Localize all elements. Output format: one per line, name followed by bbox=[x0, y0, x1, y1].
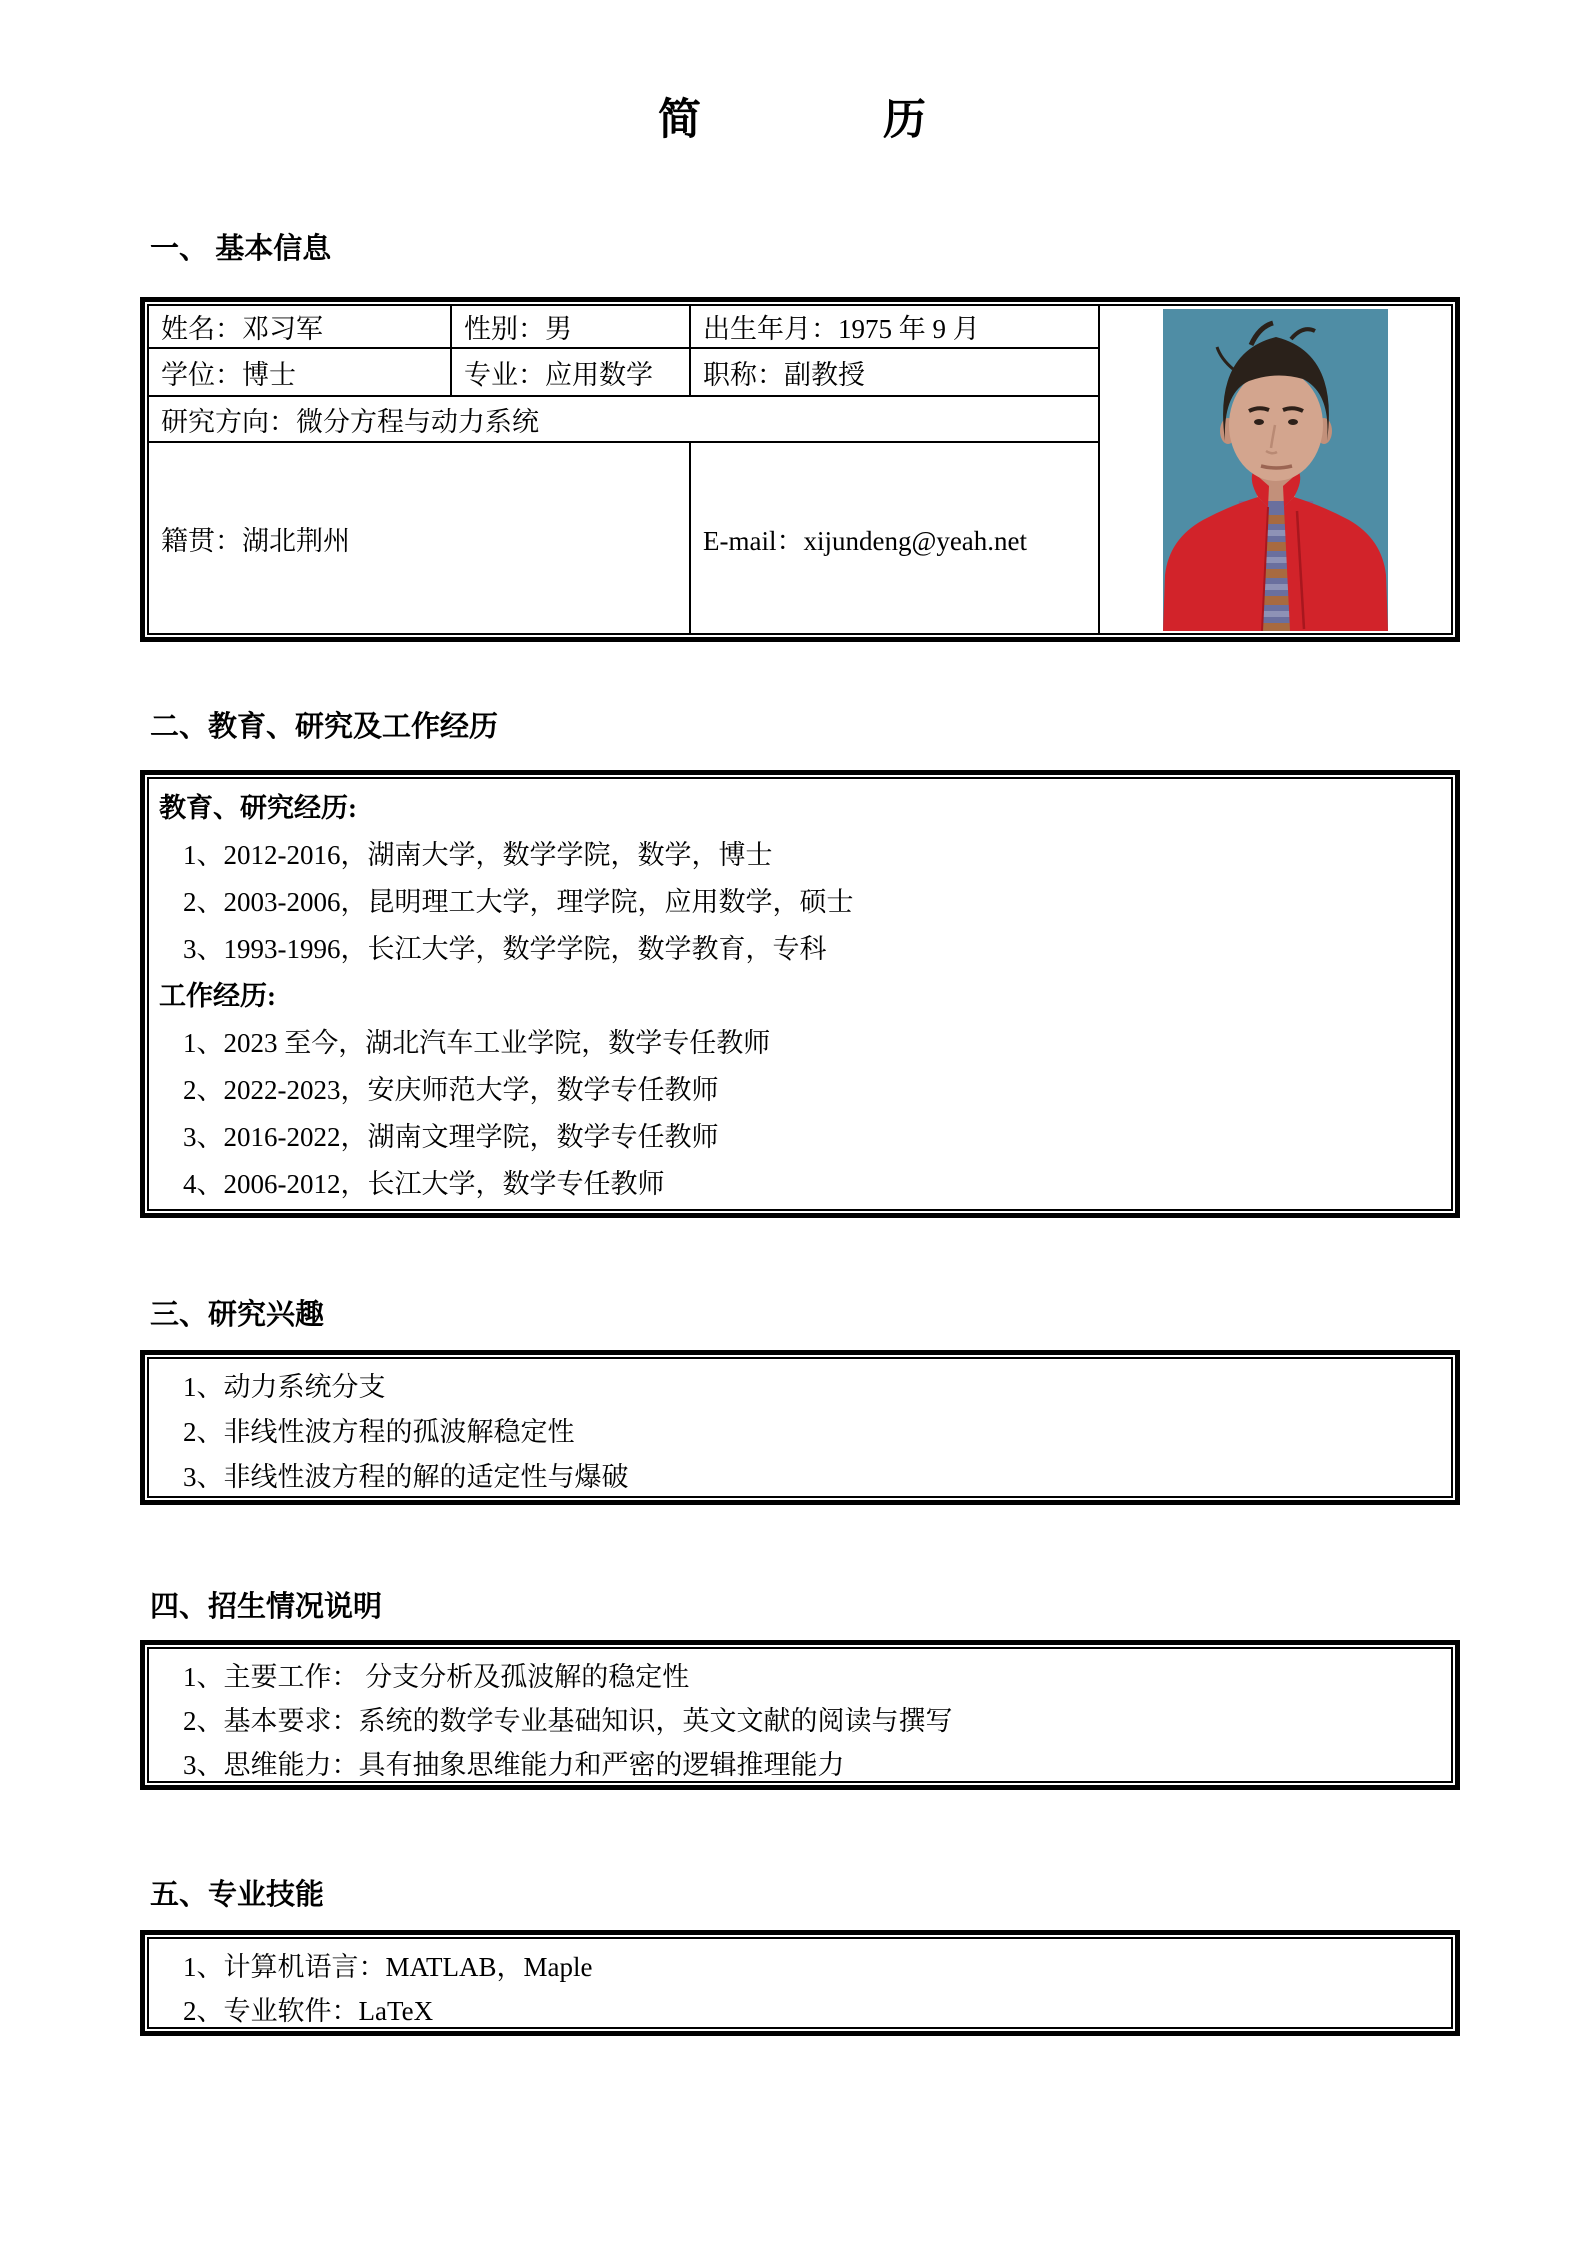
basic-info-table bbox=[140, 297, 1460, 642]
work-item: 1、2023 至今，湖北汽车工业学院，数学专任教师 bbox=[183, 1028, 771, 1058]
education-item: 1、2012-2016，湖南大学，数学学院，数学，博士 bbox=[183, 840, 773, 870]
cell-gender: 性别：男 bbox=[452, 306, 691, 349]
work-label: 工作经历: bbox=[159, 981, 276, 1011]
cell-birth-date: 出生年月：1975 年 9 月 bbox=[691, 306, 1100, 349]
photo-cell bbox=[1100, 306, 1451, 633]
cell-name: 姓名：邓习军 bbox=[149, 306, 452, 349]
cell-research-direction: 研究方向：微分方程与动力系统 bbox=[149, 397, 1100, 443]
education-item: 3、1993-1996，长江大学，数学学院，数学教育，专科 bbox=[183, 934, 827, 964]
admission-item: 2、基本要求：系统的数学专业基础知识，英文文献的阅读与撰写 bbox=[183, 1705, 953, 1736]
cell-degree: 学位：博士 bbox=[149, 349, 452, 397]
portrait-photo bbox=[1163, 309, 1388, 631]
eye-right bbox=[1288, 419, 1298, 425]
admission-box bbox=[140, 1640, 1460, 1790]
cell-job-title: 职称：副教授 bbox=[691, 349, 1100, 397]
experience-box bbox=[140, 770, 1460, 1218]
education-label: 教育、研究经历: bbox=[159, 793, 357, 823]
interest-item: 2、非线性波方程的孤波解稳定性 bbox=[183, 1417, 575, 1447]
cell-major: 专业：应用数学 bbox=[452, 349, 691, 397]
skill-item: 2、专业软件：LaTeX bbox=[183, 1995, 434, 2026]
face bbox=[1229, 369, 1323, 481]
interests-box bbox=[140, 1350, 1460, 1505]
work-item: 2、2022-2023，安庆师范大学，数学专任教师 bbox=[183, 1075, 719, 1105]
eye-left bbox=[1254, 419, 1264, 425]
skill-item: 1、计算机语言：MATLAB，Maple bbox=[183, 1951, 593, 1982]
skills-box bbox=[140, 1930, 1460, 2036]
section-heading-basic-info: 一、 基本信息 bbox=[150, 233, 332, 265]
work-item: 4、2006-2012，长江大学，数学专任教师 bbox=[183, 1169, 665, 1199]
section-heading-admission: 四、招生情况说明 bbox=[150, 1591, 383, 1623]
admission-item: 1、主要工作： 分支分析及孤波解的稳定性 bbox=[183, 1661, 690, 1692]
work-item: 3、2016-2022，湖南文理学院，数学专任教师 bbox=[183, 1122, 719, 1152]
interest-item: 1、动力系统分支 bbox=[183, 1372, 386, 1402]
section-heading-interests: 三、研究兴趣 bbox=[150, 1299, 325, 1331]
mouth bbox=[1261, 466, 1292, 468]
cell-email: E-mail：xijundeng@yeah.net bbox=[691, 443, 1100, 633]
cell-native-place: 籍贯：湖北荆州 bbox=[149, 443, 691, 633]
admission-item: 3、思维能力：具有抽象思维能力和严密的逻辑推理能力 bbox=[183, 1749, 845, 1780]
section-heading-experience: 二、教育、研究及工作经历 bbox=[150, 711, 499, 743]
interest-item: 3、非线性波方程的解的适定性与爆破 bbox=[183, 1462, 629, 1492]
education-item: 2、2003-2006，昆明理工大学，理学院，应用数学，硕士 bbox=[183, 887, 854, 917]
section-heading-skills: 五、专业技能 bbox=[150, 1879, 325, 1911]
document-title: 简 历 bbox=[658, 97, 928, 144]
